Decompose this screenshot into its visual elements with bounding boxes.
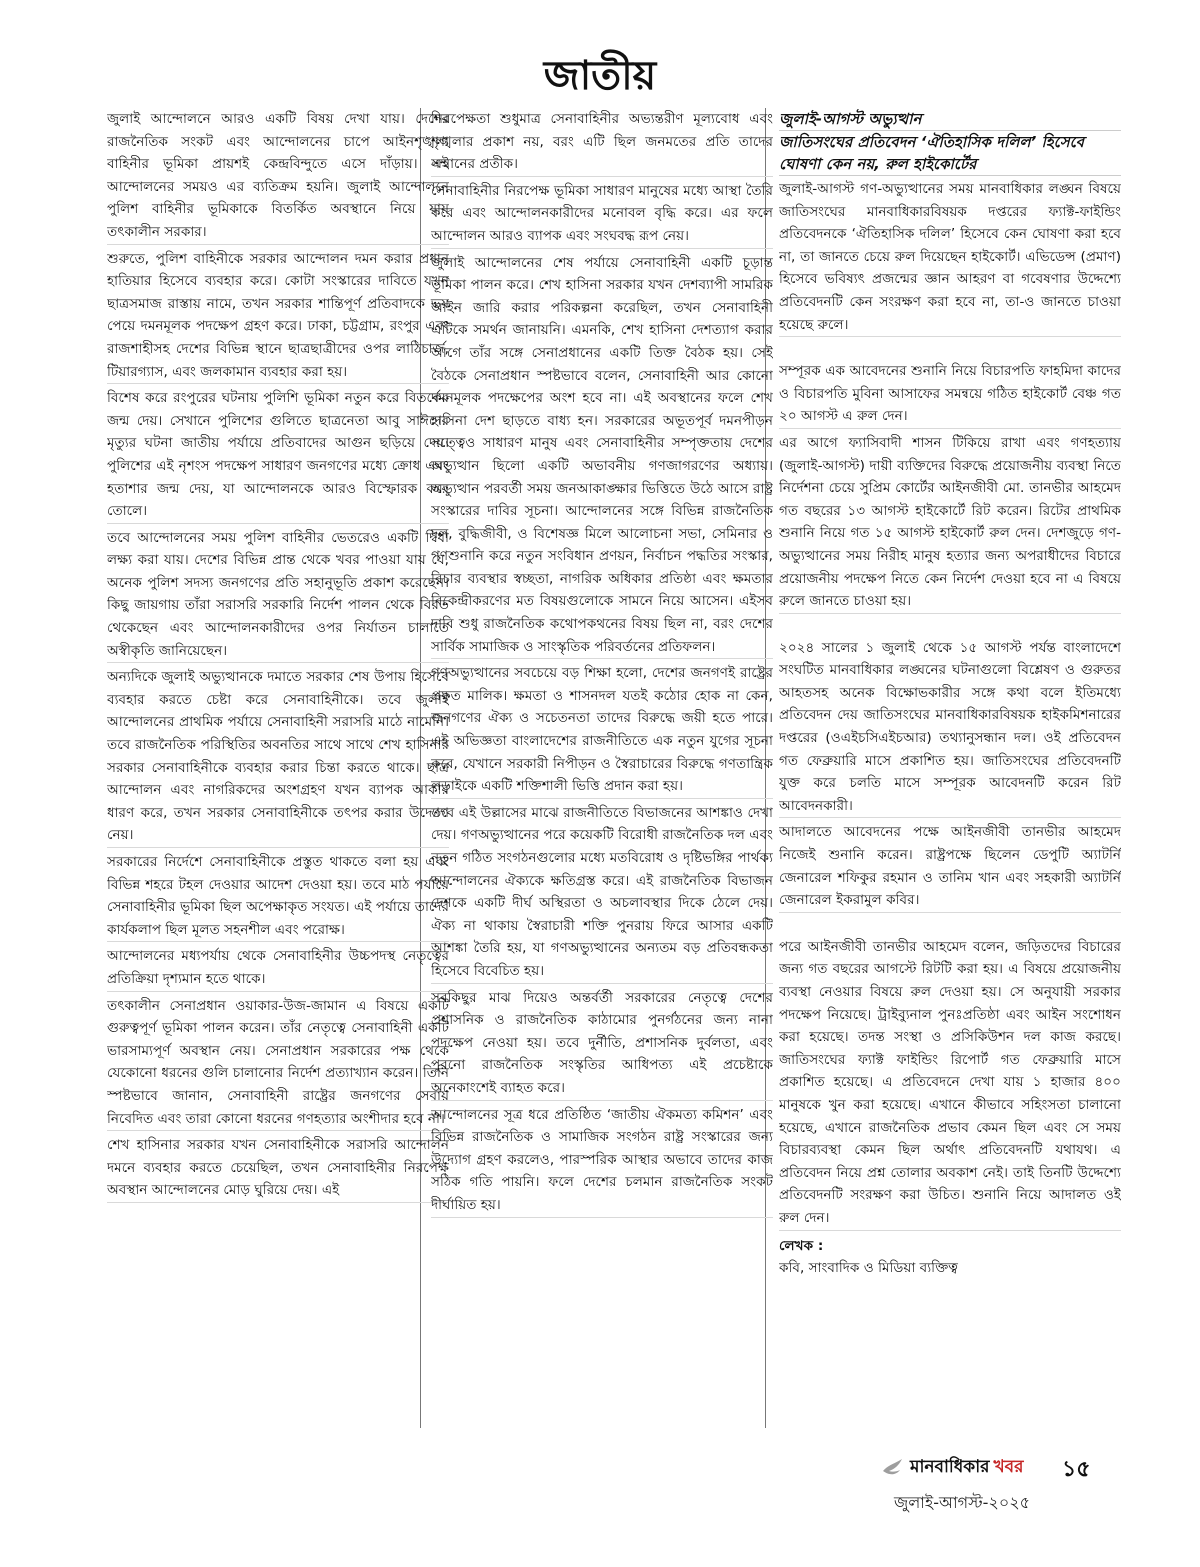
headline-title: জাতিসংঘের প্রতিবেদন ‘ঐতিহাসিক দলিল’ হিসেবে ঘোষণা কেন নয়, রুল হাইকোর্টের (779, 131, 1121, 176)
paragraph: তৎকালীন সেনাপ্রধান ওয়াকার-উজ-জামান এ বিষয়ে একটি গুরুত্বপূর্ণ ভূমিকা পালন করেন। তাঁর নেতৃত্বে সেনাবাহিনী একটি ভারসাম্যপূর্ণ অবস্থান নেয়। সেনাপ্রধান সরকারের পক্ষ থেকে যেকোনো ধরনের গুলি চালানোর নির্দেশ প্রত্যাখ্যান করেন। তিনি স্পষ্টভাবে জানান, সেনাবাহিনী রাষ্ট্রের জনগণের সেবায় নিবেদিত এবং তারা কোনো ধরনের গণহত্যার অংশীদার হবে না। (107, 995, 449, 1132)
paragraph: শুরুতে, পুলিশ বাহিনীকে সরকার আন্দোলন দমন করার প্রধান হাতিয়ার হিসেবে ব্যবহার করে। কোটা সংস্কারের দাবিতে যখন ছাত্রসমাজ রাস্তায় নামে, তখন সরকার শান্তিপূর্ণ প্রতিবাদকে ভয় পেয়ে দমনমূলক পদক্ষেপ গ্রহণ করে। ঢাকা, চট্টগ্রাম, রংপুর এবং রাজশাহীসহ দেশের বিভিন্ন স্থানে ছাত্রছাত্রীদের ওপর লাঠিচার্জ, টিয়ারগ্যাস, এবং জলকামান ব্যবহার করা হয়। (107, 248, 449, 385)
headline-kicker: জুলাই-আগস্ট অভ্যুত্থান (779, 108, 1121, 131)
paragraph: আন্দোলনের সূত্র ধরে প্রতিষ্ঠিত ‘জাতীয় ঐকমত্য কমিশন’ এবং বিভিন্ন রাজনৈতিক ও সামাজিক সংগঠন রাষ্ট্র সংস্কারের জন্য উদ্যোগ গ্রহণ করলেও, পারস্পরিক আস্থার অভাবে তাদের কাজ সঠিক গতি পায়নি। ফলে দেশের চলমান রাজনৈতিক সংকট দীর্ঘায়িত হয়। (431, 1104, 773, 1218)
paragraph: জুলাই-আগস্ট গণ-অভ্যুত্থানের সময় মানবাধিকার লঙ্ঘন বিষয়ে জাতিসংঘের মানবাধিকারবিষয়ক দপ্তরের ফ্যাক্ট-ফাইন্ডিং প্রতিবেদনকে ‘ঐতিহাসিক দলিল’ হিসেবে কেন ঘোষণা করা হবে না, তা জানতে চেয়ে রুল দিয়েছেন হাইকোর্ট। এভিডেন্স (প্রমাণ) হিসেবে ভবিষ্যৎ প্রজন্মের জ্ঞান আহরণ বা গবেষণার উদ্দেশ্যে প্রতিবেদনটি কেন সংরক্ষণ করা হবে না, তা-ও জানতে চাওয়া হয়েছে রুলে। (779, 178, 1121, 337)
issue-date: জুলাই-আগস্ট-২০২৫ (894, 1493, 1031, 1512)
column-3 (779, 108, 1121, 1438)
column-1 (107, 108, 449, 1438)
publication-logo (880, 1451, 1050, 1485)
paragraph: পরে আইনজীবী তানভীর আহমেদ বলেন, জড়িতদের বিচারের জন্য গত বছরের আগস্টে রিটটি করা হয়। এ বিষয়ে প্রয়োজনীয় ব্যবস্থা নেওয়ার বিষয়ে রুল দেওয়া হয়। সে অনুযায়ী সরকার পদক্ষেপ নিয়েছে। ট্রাইব্যুনাল পুনঃপ্রতিষ্ঠা এবং আইন সংশোধন করা হয়েছে। তদন্ত সংস্থা ও প্রসিকিউশন দল কাজ করছে। জাতিসংঘের ফ্যাক্ট ফাইন্ডিং রিপোর্ট গত ফেব্রুয়ারি মাসে প্রকাশিত হয়েছে। এ প্রতিবেদনে দেখা যায় ১ হাজার ৪০০ মানুষকে খুন করা হয়েছে। এখানে কীভাবে সহিংসতা চালানো হয়েছে, এখানে রাজনৈতিক প্রভাব কেমন ছিল এবং সে সময় বিচারব্যবস্থা কেমন ছিল অর্থাৎ প্রতিবেদনটি যথাযথ। এ প্রতিবেদন নিয়ে প্রশ্ন তোলার অবকাশ নেই। তাই তিনটি উদ্দেশ্যে প্রতিবেদনটি সংরক্ষণ করা উচিত। শুনানি নিয়ে আদালত ওই রুল দেন। (779, 936, 1121, 1231)
paragraph: অন্যদিকে জুলাই অভ্যুত্থানকে দমাতে সরকার শেষ উপায় হিসেবে ব্যবহার করতে চেষ্টা করে সেনাবাহিনীকে। তবে জুলাই আন্দোলনের প্রাথমিক পর্যায়ে সেনাবাহিনী সরাসরি মাঠে নামেনি। তবে রাজনৈতিক পরিস্থিতির অবনতির সাথে সাথে শেখ হাসিনার সরকার সেনাবাহিনীকে ব্যবহার করার চিন্তা করতে থাকে। ছাত্র আন্দোলন এবং নাগরিকদের অংশগ্রহণ যখন ব্যাপক আকার ধারণ করে, তখন সরকার সেনাবাহিনীকে তৎপর করার উদ্যোগ নেয়। (107, 666, 449, 848)
paragraph-gap (779, 916, 1121, 936)
section-title: জাতীয় (543, 53, 657, 99)
paragraph-gap (779, 617, 1121, 637)
author-description: কবি, সাংবাদিক ও মিডিয়া ব্যক্তিত্ব (779, 1259, 958, 1276)
paragraph: গণঅভ্যুত্থানের সবচেয়ে বড় শিক্ষা হলো, দেশের জনগণই রাষ্ট্রের প্রকৃত মালিক। ক্ষমতা ও শাসনদল যতই কঠোর হোক না কেন, জনগণের ঐক্য ও সচেতনতা তাদের বিরুদ্ধে জয়ী হতে পারে। এই অভিজ্ঞতা বাংলাদেশের রাজনীতিতে এক নতুন যুগের সূচনা করে, যেখানে সরকারী নিপীড়ন ও স্বৈরাচারের বিরুদ্ধে গণতান্ত্রিক লড়াইকে একটি শক্তিশালী ভিত্তি প্রদান করা হয়। (431, 662, 773, 799)
paragraph: জুলাই আন্দোলনে আরও একটি বিষয় দেখা যায়। দেশের রাজনৈতিক সংকট এবং আন্দোলনের চাপে আইনশৃঙ্খলা বাহিনীর ভূমিকা প্রায়শই কেন্দ্রবিন্দুতে এসে দাঁড়ায়। এই আন্দোলনের সময়ও এর ব্যতিক্রম হয়নি। জুলাই আন্দোলনে পুলিশ বাহিনীর ভূমিকাকে বিতর্কিত অবস্থানে নিয়ে যায় তৎকালীন সরকার। (107, 108, 449, 245)
paragraph: সম্পূরক এক আবেদনের শুনানি নিয়ে বিচারপতি ফাহমিদা কাদের ও বিচারপতি মুবিনা আসাফের সমন্বয়ে গঠিত হাইকোর্ট বেঞ্চ গত ২০ আগস্ট এ রুল দেন। (779, 360, 1121, 429)
paragraph: আন্দোলনের মধ্যপর্যায় থেকে সেনাবাহিনীর উচ্চপদস্থ নেতৃত্বের প্রতিক্রিয়া দৃশ্যমান হতে থাকে। (107, 945, 449, 991)
paragraph: শেখ হাসিনার সরকার যখন সেনাবাহিনীকে সরাসরি আন্দোলন দমনে ব্যবহার করতে চেয়েছিল, তখন সেনাবাহিনীর নিরপেক্ষ অবস্থান আন্দোলনের মোড় ঘুরিয়ে দেয়। এই (107, 1134, 449, 1203)
paragraph: ২০২৪ সালের ১ জুলাই থেকে ১৫ আগস্ট পর্যন্ত বাংলাদেশে সংঘটিত মানবাধিকার লঙ্ঘনের ঘটনাগুলো বিশ্লেষণ ও গুরুতর আহতসহ অনেক বিক্ষোভকারীর সঙ্গে কথা বলে ইতিমধ্যে প্রতিবেদন দেয় জাতিসংঘের মানবাধিকারবিষয়ক হাইকমিশনারের দপ্তরের (ওএইচসিএইচআর) তথ্যানুসন্ধান দল। ওই প্রতিবেদন গত ফেব্রুয়ারি মাসে প্রকাশিত হয়। জাতিসংঘের প্রতিবেদনটি যুক্ত করে চলতি মাসে সম্পূরক আবেদনটি করেন রিট আবেদনকারী। (779, 637, 1121, 819)
paragraph: তবে আন্দোলনের সময় পুলিশ বাহিনীর ভেতরেও একটি দ্বিধা লক্ষ্য করা যায়। দেশের বিভিন্ন প্রান্ত থেকে খবর পাওয়া যায় যে, অনেক পুলিশ সদস্য জনগণের প্রতি সহানুভূতি প্রকাশ করেছেন। কিছু জায়গায় তাঁরা সরাসরি সরকারি নির্দেশ পালন থেকে বিরত থেকেছেন এবং আন্দোলনকারীদের ওপর নির্যাতন চালাতে অস্বীকৃতি জানিয়েছেন। (107, 527, 449, 664)
logo-accent-text: খবর (993, 1457, 1024, 1477)
column-2 (431, 108, 773, 1438)
sidebar-headline (779, 108, 1121, 176)
paragraph: নিরপেক্ষতা শুধুমাত্র সেনাবাহিনীর অভ্যন্তরীণ মূল্যবোধ এবং শৃঙ্খলার প্রকাশ নয়, বরং এটি ছিল জনমতের প্রতি তাদের সম্মানের প্রতীক। (431, 108, 773, 177)
paragraph: সেনাবাহিনীর নিরপেক্ষ ভূমিকা সাধারণ মানুষের মধ্যে আস্থা তৈরি করে এবং আন্দোলনকারীদের মনোবল বৃদ্ধি করে। এর ফলে আন্দোলন আরও ব্যাপক এবং সংঘবদ্ধ রূপ নেয়। (431, 180, 773, 249)
paragraph: বিশেষ করে রংপুরের ঘটনায় পুলিশি ভূমিকা নতুন করে বিতর্কের জন্ম দেয়। সেখানে পুলিশের গুলিতে ছাত্রনেতা আবু সাঈদের মৃত্যুর ঘটনা জাতীয় পর্যায়ে প্রতিবাদের আগুন ছড়িয়ে দেয়। পুলিশের এই নৃশংস পদক্ষেপ সাধারণ জনগণের মধ্যে ক্রোধ এবং হতাশার জন্ম দেয়, যা আন্দোলনকে আরও বিস্ফোরক করে তোলে। (107, 387, 449, 524)
paragraph-gap (779, 340, 1121, 360)
page-number: ১৫ (1062, 1457, 1091, 1482)
author-label: লেখক : (779, 1237, 824, 1254)
paragraph: সরকারের নির্দেশে সেনাবাহিনীকে প্রস্তুত থাকতে বলা হয় এবং বিভিন্ন শহরে টহল দেওয়ার আদেশ দেওয়া হয়। তবে মাঠ পর্যায়ে সেনাবাহিনীর ভূমিকা ছিল অপেক্ষাকৃত সংযত। এই পর্যায়ে তাদের কার্যকলাপ ছিল মূলত সহনশীল এবং পরোক্ষ। (107, 851, 449, 942)
dove-icon (880, 1455, 906, 1481)
paragraph: আদালতে আবেদনের পক্ষে আইনজীবী তানভীর আহমেদ নিজেই শুনানি করেন। রাষ্ট্রপক্ষে ছিলেন ডেপুটি অ্যাটর্নি জেনারেল শফিকুর রহমান ও তানিম খান এবং সহকারী অ্যাটর্নি জেনারেল ইকরামুল কবির। (779, 821, 1121, 912)
logo-text: মানবাধিকার (910, 1457, 990, 1477)
paragraph: তবে এই উল্লাসের মাঝে রাজনীতিতে বিভাজনের আশঙ্কাও দেখা দেয়। গণঅভ্যুত্থানের পরে কয়েকটি বিরোধী রাজনৈতিক দল এবং নতুন গঠিত সংগঠনগুলোর মধ্যে মতবিরোধ ও দৃষ্টিভঙ্গির পার্থক্য আন্দোলনের ঐক্যকে ক্ষতিগ্রস্ত করে। এই রাজনৈতিক বিভাজন দেশকে একটি দীর্ঘ অস্থিরতা ও অচলাবস্থার দিকে ঠেলে দেয়। ঐক্য না থাকায় স্বৈরাচারী শক্তি পুনরায় ফিরে আসার একটি আশঙ্কা তৈরি হয়, যা গণঅভ্যুত্থানের অন্যতম বড় প্রতিবন্ধকতা হিসেবে বিবেচিত হয়। (431, 802, 773, 984)
paragraph: এর আগে ফ্যাসিবাদী শাসন টিকিয়ে রাখা এবং গণহত্যায় (জুলাই-আগস্ট) দায়ী ব্যক্তিদের বিরুদ্ধে প্রয়োজনীয় ব্যবস্থা নিতে নির্দেশনা চেয়ে সুপ্রিম কোর্টের আইনজীবী মো. তানভীর আহমেদ গত বছরের ১৩ আগস্ট হাইকোর্টে রিট করেন। রিটের প্রাথমিক শুনানি নিয়ে গত ১৫ আগস্ট হাইকোর্ট রুল দেন। দেশজুড়ে গণ-অভ্যুত্থানের সময় নিরীহ মানুষ হত্যার জন্য অপরাধীদের বিচারে প্রয়োজনীয় পদক্ষেপ নিতে কেন নির্দেশ দেওয়া হবে না এ বিষয়ে রুলে জানতে চাওয়া হয়। (779, 432, 1121, 614)
paragraph: জুলাই আন্দোলনের শেষ পর্যায়ে সেনাবাহিনী একটি চূড়ান্ত ভূমিকা পালন করে। শেখ হাসিনা সরকার যখন দেশব্যাপী সামরিক আইন জারি করার পরিকল্পনা করেছিল, তখন সেনাবাহিনী এটিকে সমর্থন জানায়নি। এমনকি, শেখ হাসিনা দেশত্যাগ করার আগে তাঁর সঙ্গে সেনাপ্রধানের একটি তিক্ত বৈঠক হয়। সেই বৈঠকে সেনাপ্রধান স্পষ্টভাবে বলেন, সেনাবাহিনী আর কোনো দমনমূলক পদক্ষেপের অংশ হবে না। এই অবস্থানের ফলে শেখ হাসিনা দেশ ছাড়তে বাধ্য হন। সরকারের অভূতপূর্ব দমনপীড়ন সত্ত্বেও সাধারণ মানুষ এবং সেনাবাহিনীর সম্পৃক্ততায় দেশের অভ্যুত্থান ছিলো একটি অভাবনীয় গণজাগরণের অধ্যায়। অভ্যুত্থান পরবর্তী সময় জনআকাঙ্ক্ষার ভিত্তিতে উঠে আসে রাষ্ট্র সংস্কারের দাবির সূচনা। আন্দোলনের সঙ্গে বিভিন্ন রাজনৈতিক দল, বুদ্ধিজীবী, ও বিশেষজ্ঞ মিলে আলোচনা সভা, সেমিনার ও গণশুনানি করে নতুন সংবিধান প্রণয়ন, নির্বাচন পদ্ধতির সংস্কার, বিচার ব্যবস্থার স্বচ্ছতা, নাগরিক অধিকার প্রতিষ্ঠা এবং ক্ষমতার বিকেন্দ্রীকরণের মত বিষয়গুলোকে সামনে নিয়ে আসেন। এইসব দাবি শুধু রাজনৈতিক কথোপকথনের বিষয় ছিল না, বরং দেশের সার্বিক সামাজিক ও সাংস্কৃতিক পরিবর্তনের প্রতিফলন। (431, 252, 773, 660)
paragraph: সবকিছুর মাঝ দিয়েও অন্তর্বর্তী সরকারের নেতৃত্বে দেশের প্রশাসনিক ও রাজনৈতিক কাঠামোর পুনর্গঠনের জন্য নানা পদক্ষেপ নেওয়া হয়। তবে দুর্নীতি, প্রশাসনিক দুর্বলতা, এবং পুরনো রাজনৈতিক সংস্কৃতির আধিপত্য এই প্রচেষ্টাকে অনেকাংশেই ব্যাহত করে। (431, 987, 773, 1101)
